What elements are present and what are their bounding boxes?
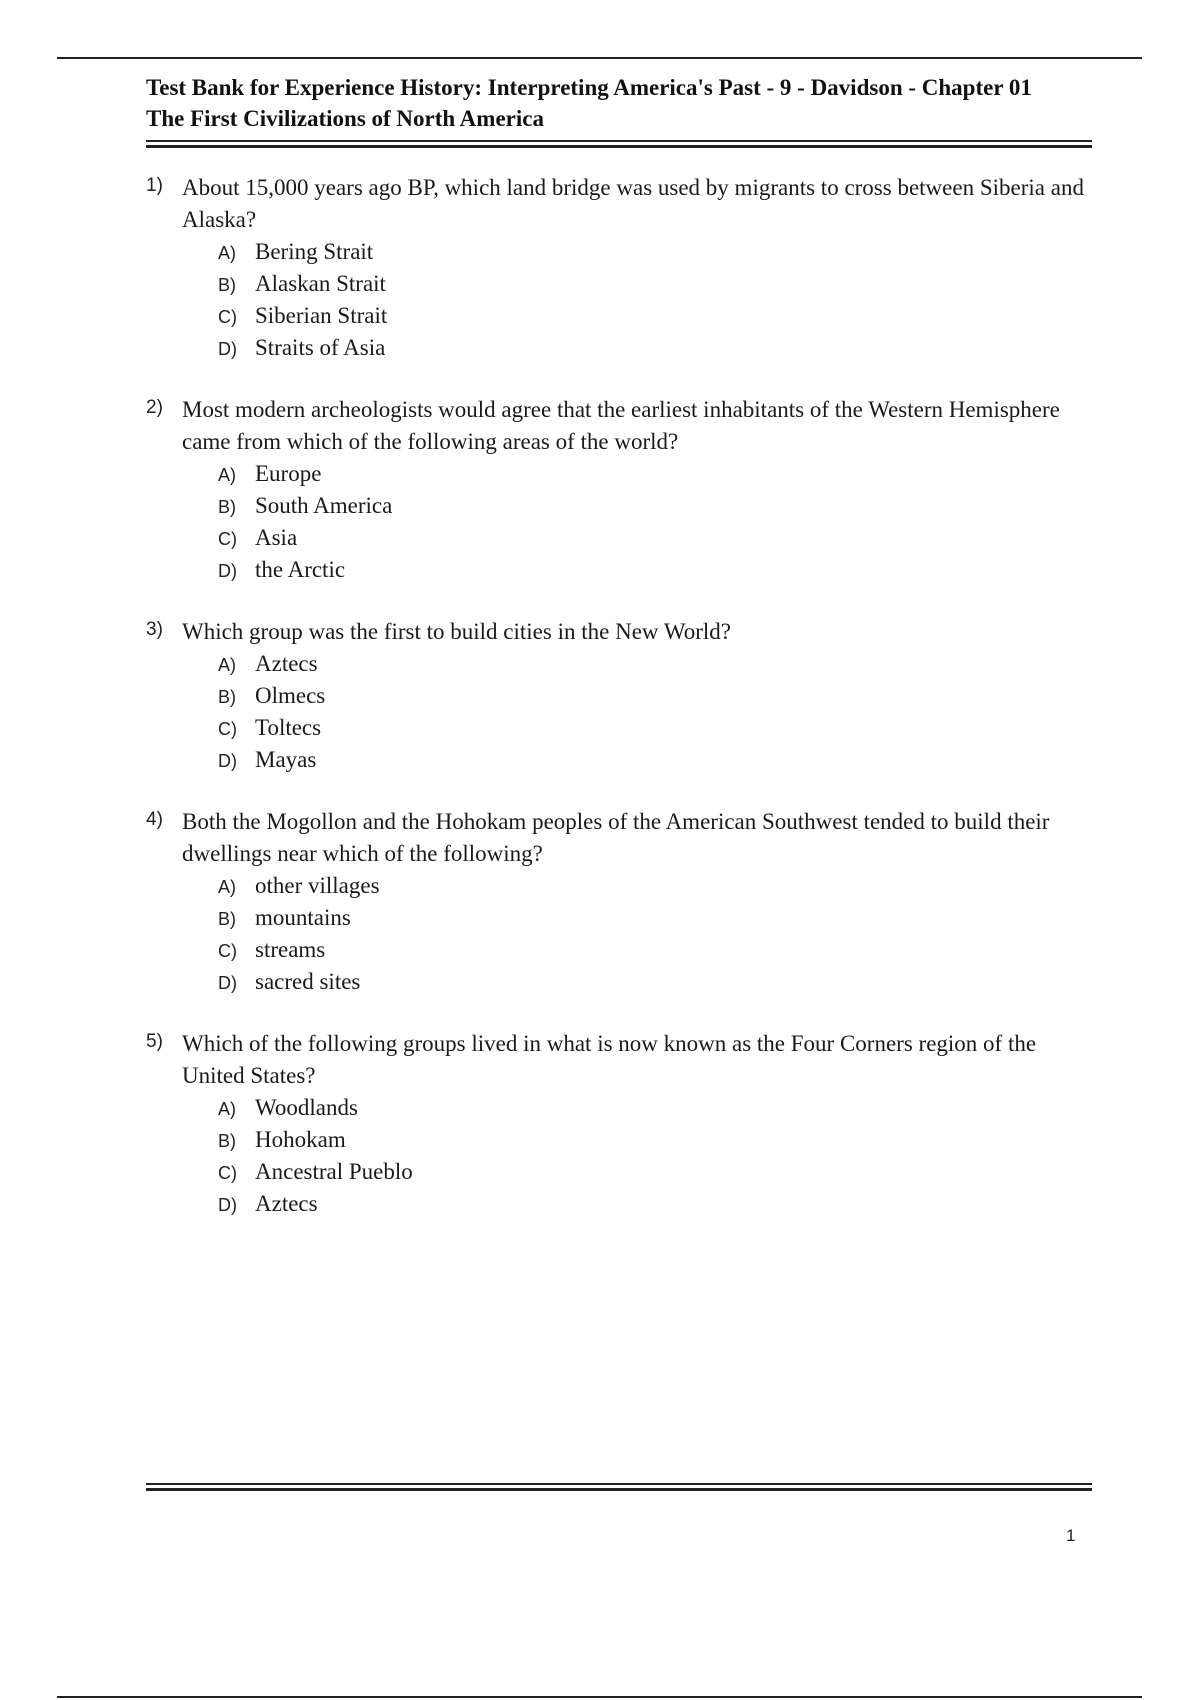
document-header — [146, 72, 1106, 134]
header-title-line-2: The First Civilizations of North America — [146, 106, 544, 131]
choice-text: Alaskan Strait — [255, 271, 386, 296]
page-top-rule — [57, 57, 1142, 59]
question-number: 1) — [146, 175, 163, 196]
choice-a — [218, 458, 1106, 490]
choice-letter: A) — [218, 465, 236, 485]
question-5 — [146, 1028, 1106, 1220]
choice-text: Straits of Asia — [255, 335, 386, 360]
choice-list — [146, 870, 1106, 998]
choice-letter: B) — [218, 909, 236, 929]
choice-text: Woodlands — [255, 1095, 358, 1120]
question-list — [146, 172, 1106, 1250]
choice-list — [146, 236, 1106, 364]
choice-letter: B) — [218, 497, 236, 517]
choice-text: Europe — [255, 461, 322, 486]
choice-text: Bering Strait — [255, 239, 374, 264]
question-4 — [146, 806, 1106, 998]
choice-text: the Arctic — [255, 557, 346, 582]
question-3 — [146, 616, 1106, 776]
question-text: Which of the following groups lived in what is now known as the Four Corners region of the United States? — [182, 1031, 1037, 1088]
choice-text: Aztecs — [255, 1191, 318, 1216]
choice-c — [218, 522, 1106, 554]
header-title-line-1: Test Bank for Experience History: Interpreting America's Past - 9 - Davidson - Chapter 01 — [146, 75, 1032, 100]
choice-text: Asia — [255, 525, 298, 550]
choice-letter: A) — [218, 655, 236, 675]
choice-letter: A) — [218, 243, 236, 263]
choice-text: Mayas — [255, 747, 317, 772]
choice-b — [218, 268, 1106, 300]
choice-text: mountains — [255, 905, 351, 930]
choice-letter: B) — [218, 1131, 236, 1151]
choice-letter: C) — [218, 1163, 237, 1183]
question-number: 4) — [146, 809, 163, 830]
choice-letter: B) — [218, 275, 236, 295]
choice-text: streams — [255, 937, 326, 962]
choice-d — [218, 554, 1106, 586]
choice-d — [218, 966, 1106, 998]
choice-d — [218, 332, 1106, 364]
choice-text: Toltecs — [255, 715, 322, 740]
question-text: About 15,000 years ago BP, which land bridge was used by migrants to cross between Siberia and Alaska? — [182, 175, 1084, 232]
footer-double-rule — [146, 1483, 1092, 1493]
choice-letter: C) — [218, 307, 237, 327]
choice-text: other villages — [255, 873, 380, 898]
choice-text: Aztecs — [255, 651, 318, 676]
question-number: 2) — [146, 397, 163, 418]
choice-b — [218, 902, 1106, 934]
question-1 — [146, 172, 1106, 364]
page-number: 1 — [1066, 1526, 1076, 1545]
question-text: Which group was the first to build cities in the New World? — [182, 619, 731, 644]
question-text: Most modern archeologists would agree that the earliest inhabitants of the Western Hemisphere came from which of the following areas of the world? — [182, 397, 1060, 454]
question-number: 3) — [146, 619, 163, 640]
choice-b — [218, 1124, 1106, 1156]
page-bottom-rule — [57, 1696, 1142, 1698]
choice-text: sacred sites — [255, 969, 361, 994]
choice-d — [218, 744, 1106, 776]
choice-letter: C) — [218, 941, 237, 961]
choice-text: Ancestral Pueblo — [255, 1159, 413, 1184]
choice-letter: D) — [218, 973, 237, 993]
choice-c — [218, 712, 1106, 744]
choice-letter: B) — [218, 687, 236, 707]
choice-c — [218, 934, 1106, 966]
choice-text: South America — [255, 493, 393, 518]
choice-a — [218, 1092, 1106, 1124]
choice-d — [218, 1188, 1106, 1220]
choice-letter: C) — [218, 529, 237, 549]
choice-letter: D) — [218, 1195, 237, 1215]
choice-c — [218, 300, 1106, 332]
choice-text: Hohokam — [255, 1127, 346, 1152]
question-text: Both the Mogollon and the Hohokam peoples of the American Southwest tended to build their dwellings near which of the following? — [182, 809, 1050, 866]
choice-c — [218, 1156, 1106, 1188]
header-double-rule — [146, 140, 1092, 150]
choice-letter: C) — [218, 719, 237, 739]
choice-list — [146, 648, 1106, 776]
choice-a — [218, 870, 1106, 902]
question-2 — [146, 394, 1106, 586]
question-number: 5) — [146, 1031, 163, 1052]
choice-a — [218, 236, 1106, 268]
choice-letter: D) — [218, 561, 237, 581]
choice-letter: A) — [218, 1099, 236, 1119]
choice-letter: D) — [218, 339, 237, 359]
choice-b — [218, 490, 1106, 522]
choice-list — [146, 458, 1106, 586]
choice-letter: D) — [218, 751, 237, 771]
choice-text: Siberian Strait — [255, 303, 388, 328]
choice-list — [146, 1092, 1106, 1220]
choice-letter: A) — [218, 877, 236, 897]
choice-text: Olmecs — [255, 683, 326, 708]
choice-b — [218, 680, 1106, 712]
choice-a — [218, 648, 1106, 680]
